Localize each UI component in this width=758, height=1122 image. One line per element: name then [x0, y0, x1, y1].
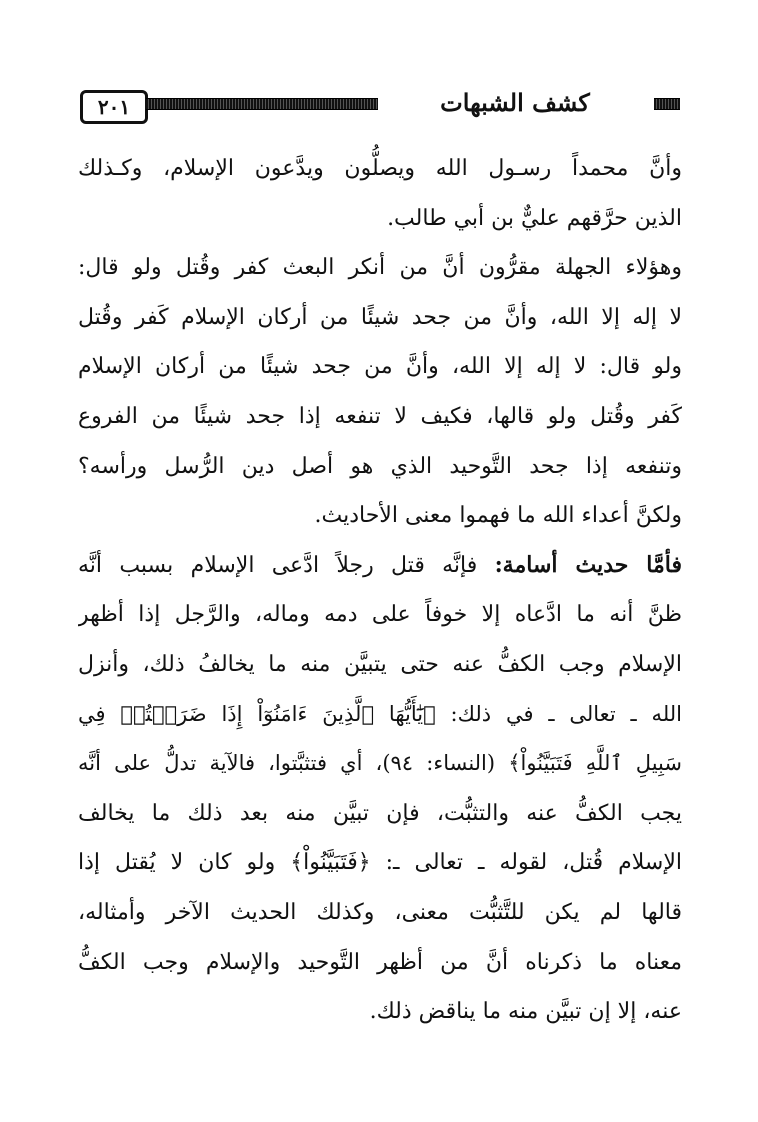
text-line: سَبِيلِ ٱللَّهِ فَتَبَيَّنُواْ﴾ (النساء: ٩٤)، أي فتثبَّتوا، فالآية تدلُّ على أنَّه	[78, 751, 682, 776]
text-line: يجب الكفُّ عنه والتثبُّت، فإن تبيَّن منه بعد ذلك ما يخالف	[78, 800, 682, 826]
body-text	[78, 144, 682, 1037]
header-ornament-bar	[146, 98, 378, 110]
page-number: ٢٠١	[80, 90, 148, 124]
text-line: الإسلام قُتل، لقوله ـ تعالى ـ: ﴿فَتَبَيَّنُواْ﴾ ولو كان لا يُقتل إذا	[78, 850, 682, 876]
text-line: الله ـ تعالى ـ في ذلك: ﴿يَٰٓأَيُّهَا ٱلَّذِينَ ءَامَنُوٓاْ إِذَا ضَرَبۡتُمۡ فِي	[78, 701, 682, 726]
text-line: قالها لم يكن للتَّثبُّت معنى، وكذلك الحديث الآخر وأمثاله،	[78, 899, 682, 925]
text-line: وأنَّ محمداً رسـول الله ويصلُّون ويدَّعون الإسلام، وكـذلك	[78, 156, 682, 181]
text-line: ولو قال: لا إله إلا الله، وأنَّ من جحد شيئًا من أركان الإسلام	[78, 354, 682, 380]
header-ornament-bar	[654, 98, 680, 110]
text-line	[78, 541, 682, 591]
text-line: كَفر وقُتل ولو قالها، فكيف لا تنفعه إذا جحد شيئًا من الفروع	[78, 403, 682, 429]
text-line: معناه ما ذكرناه أنَّ من أظهر التَّوحيد والإسلام وجب الكفُّ	[78, 949, 682, 975]
text-segment: فإنَّه قتل رجلاً ادَّعى الإسلام بسبب أنَّه	[78, 552, 478, 578]
text-line: وتنفعه إذا جحد التَّوحيد الذي هو أصل دين الرُّسل ورأسه؟	[78, 453, 682, 479]
text-line: عنه، إلا إن تبيَّن منه ما يناقض ذلك.	[369, 999, 682, 1025]
text-line: وهؤلاء الجهلة مقرُّون أنَّ من أنكر البعث كفر وقُتل ولو قال:	[78, 255, 682, 281]
text-line: لا إله إلا الله، وأنَّ من جحد شيئًا من أركان الإسلام كَفر وقُتل	[78, 304, 682, 330]
page-header	[80, 86, 680, 124]
text-line: الإسلام وجب الكفُّ عنه حتى يتبيَّن منه ما يخالفُ ذلك، وأنزل	[78, 651, 682, 677]
text-line: ظنَّ أنه ما ادَّعاه إلا خوفاً على دمه وماله، والرَّجل إذا أظهر	[78, 602, 682, 628]
running-title: كشف الشبهات	[440, 88, 590, 117]
text-line: ولكنَّ أعداء الله ما فهموا معنى الأحاديث.	[314, 503, 682, 529]
text-line: الذين حرَّقهم عليٌّ بن أبي طالب.	[387, 205, 682, 231]
section-lead: فأمَّا حديث أسامة:	[494, 551, 682, 578]
